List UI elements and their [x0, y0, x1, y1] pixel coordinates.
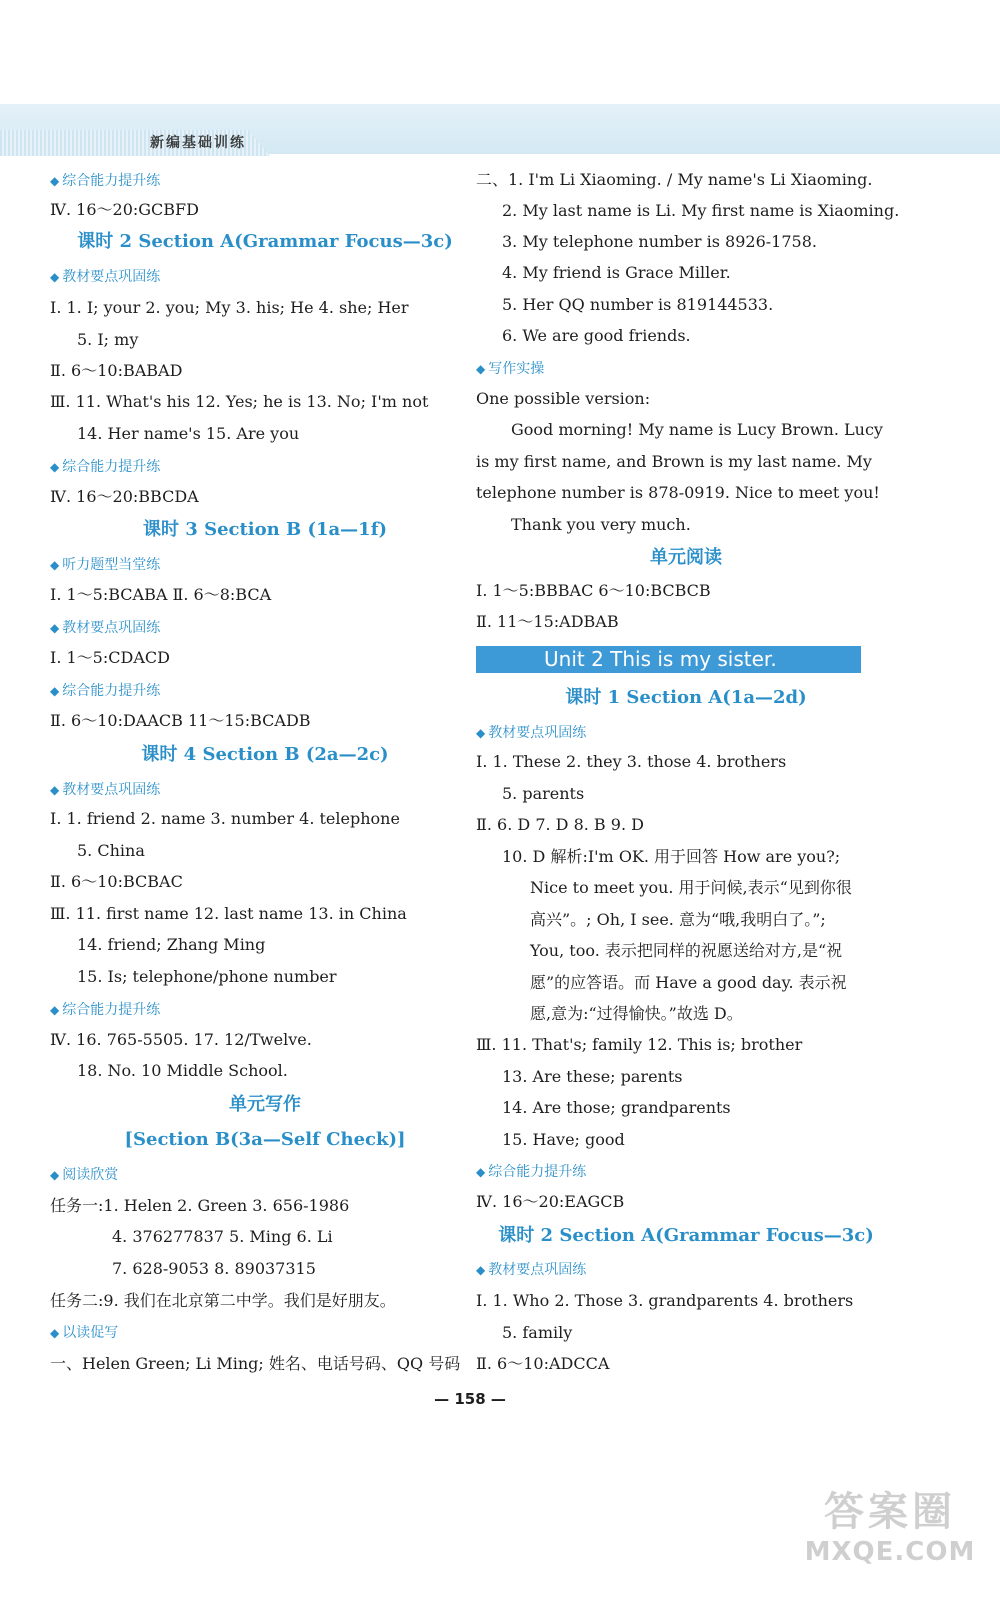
lesson-heading: 课时 3 Section B (1a—1f) — [143, 519, 387, 540]
section-label: ◆ 综合能力提升练 — [50, 173, 161, 189]
section-label: ◆ 写作实操 — [476, 361, 545, 377]
section-label: ◆ 教材要点巩固练 — [476, 1262, 587, 1278]
section-label: ◆ 综合能力提升练 — [50, 1002, 161, 1018]
lesson-heading: 课时 2 Section A(Grammar Focus—3c) — [77, 231, 453, 252]
answer-line: 3. My telephone number is 8926-1758. — [502, 232, 817, 251]
answer-line: Ⅰ. 1～5:CDACD — [50, 648, 170, 667]
explanation-line: 愿,意为:“过得愉快。”故选 D。 — [530, 1004, 743, 1023]
answer-line: Ⅰ. 1. Who 2. Those 3. grandparents 4. brothers — [476, 1291, 854, 1310]
answer-line: 14. Her name's 15. Are you — [77, 424, 300, 443]
answer-line: 4. My friend is Grace Miller. — [502, 263, 731, 282]
answer-line: 18. No. 10 Middle School. — [77, 1061, 288, 1080]
answer-line: 7. 628-9053 8. 89037315 — [112, 1259, 316, 1278]
diamond-icon: ◆ — [476, 1165, 486, 1179]
diamond-icon: ◆ — [476, 362, 486, 376]
answer-line: Ⅰ. 1. I; your 2. you; My 3. his; He 4. she; Her — [50, 298, 409, 317]
diamond-icon: ◆ — [50, 621, 60, 635]
answer-line: Ⅰ. 1. friend 2. name 3. number 4. telephone — [50, 809, 400, 828]
explanation-line: Nice to meet you. 用于问候,表示“见到你很 — [530, 878, 852, 897]
reading-heading: 单元阅读 — [650, 547, 722, 568]
answer-line: 13. Are these; parents — [502, 1067, 683, 1086]
section-label: ◆ 综合能力提升练 — [476, 1164, 587, 1180]
lesson-heading: 课时 2 Section A(Grammar Focus—3c) — [498, 1225, 874, 1246]
answer-line: Ⅱ. 6～10:BABAD — [50, 361, 183, 380]
answer-line: 2. My last name is Li. My first name is Xiaoming. — [502, 201, 900, 220]
section-label: ◆ 以读促写 — [50, 1325, 119, 1341]
essay-line: Good morning! My name is Lucy Brown. Lucy — [511, 420, 883, 439]
diamond-icon: ◆ — [50, 1168, 60, 1182]
answer-line: Ⅱ. 6～10:DAACB 11～15:BCADB — [50, 711, 311, 730]
answer-line: 5. parents — [502, 784, 585, 803]
essay-line: telephone number is 878-0919. Nice to meet you! — [476, 483, 880, 502]
section-label: ◆ 教材要点巩固练 — [50, 269, 161, 285]
lesson-heading: 课时 4 Section B (2a—2c) — [141, 744, 389, 765]
answer-line: 5. I; my — [77, 330, 139, 349]
section-label: ◆ 听力题型当堂练 — [50, 557, 161, 573]
answer-line: Ⅳ. 16. 765-5505. 17. 12/Twelve. — [50, 1030, 312, 1049]
answer-line: Ⅱ. 11～15:ADBAB — [476, 612, 619, 631]
diamond-icon: ◆ — [476, 1263, 486, 1277]
answer-line: 任务一:1. Helen 2. Green 3. 656-1986 — [50, 1196, 350, 1215]
answer-line: 15. Is; telephone/phone number — [77, 967, 337, 986]
diamond-icon: ◆ — [50, 1003, 60, 1017]
answer-line: 15. Have; good — [502, 1130, 625, 1149]
page-number: — 158 — — [434, 1390, 506, 1408]
essay-line: is my first name, and Brown is my last name. My — [476, 452, 872, 471]
diamond-icon: ◆ — [476, 726, 486, 740]
diamond-icon: ◆ — [50, 1326, 60, 1340]
explanation-line: 高兴”。; Oh, I see. 意为“哦,我明白了。”; — [530, 910, 826, 929]
answer-line: 任务二:9. 我们在北京第二中学。我们是好朋友。 — [50, 1291, 396, 1310]
answer-line: Ⅳ. 16～20:EAGCB — [476, 1192, 625, 1211]
answer-line: Ⅳ. 16～20:BBCDA — [50, 487, 199, 506]
answer-line: 5. Her QQ number is 819144533. — [502, 295, 774, 314]
diamond-icon: ◆ — [50, 174, 60, 188]
writing-subheading: [Section B(3a—Self Check)] — [124, 1129, 406, 1150]
answer-line: 5. family — [502, 1323, 573, 1342]
watermark-logo: 答案圈 MXQE.COM — [804, 1489, 976, 1567]
answer-line: Ⅲ. 11. What's his 12. Yes; he is 13. No; I'm not — [50, 392, 429, 411]
section-label: ◆ 教材要点巩固练 — [50, 620, 161, 636]
lesson-heading: 课时 1 Section A(1a—2d) — [565, 687, 807, 708]
explanation-line: You, too. 表示把同样的祝愿送给对方,是“祝 — [530, 941, 843, 960]
answer-line: 二、1. I'm Li Xiaoming. / My name's Li Xiaoming. — [476, 170, 873, 189]
answer-line: Ⅱ. 6～10:ADCCA — [476, 1354, 610, 1373]
diamond-icon: ◆ — [50, 783, 60, 797]
answer-line: 4. 376277837 5. Ming 6. Li — [112, 1227, 333, 1246]
answer-line: Ⅱ. 6～10:BCBAC — [50, 872, 183, 891]
section-label: ◆ 综合能力提升练 — [50, 459, 161, 475]
answer-line: Ⅳ. 16～20:GCBFD — [50, 200, 199, 219]
answer-line: 6. We are good friends. — [502, 326, 691, 345]
answer-line: 10. D 解析:I'm OK. 用于回答 How are you?; — [502, 847, 841, 866]
answer-line: Ⅲ. 11. That's; family 12. This is; brother — [476, 1035, 803, 1054]
answer-line: 一、Helen Green; Li Ming; 姓名、电话号码、QQ 号码 — [50, 1354, 461, 1373]
answer-line: Ⅰ. 1～5:BBBAC 6～10:BCBCB — [476, 581, 711, 600]
answer-line: One possible version: — [476, 389, 651, 408]
answer-line: Ⅰ. 1. These 2. they 3. those 4. brothers — [476, 752, 787, 771]
answer-line: 14. friend; Zhang Ming — [77, 935, 266, 954]
answer-line: Ⅱ. 6. D 7. D 8. B 9. D — [476, 815, 644, 834]
answer-line: Ⅰ. 1～5:BCABA Ⅱ. 6～8:BCA — [50, 585, 272, 604]
section-label: ◆ 教材要点巩固练 — [476, 725, 587, 741]
diamond-icon: ◆ — [50, 460, 60, 474]
answer-line: 5. China — [77, 841, 145, 860]
section-label: ◆ 综合能力提升练 — [50, 683, 161, 699]
unit-banner: Unit 2 This is my sister. — [476, 646, 861, 673]
writing-heading: 单元写作 — [229, 1094, 301, 1115]
diamond-icon: ◆ — [50, 270, 60, 284]
section-label: ◆ 教材要点巩固练 — [50, 782, 161, 798]
section-label: ◆ 阅读欣赏 — [50, 1167, 119, 1183]
answer-line: 14. Are those; grandparents — [502, 1098, 731, 1117]
essay-line: Thank you very much. — [511, 515, 691, 534]
diamond-icon: ◆ — [50, 684, 60, 698]
diamond-icon: ◆ — [50, 558, 60, 572]
header-title: 新编基础训练 — [150, 135, 246, 151]
answer-line: Ⅲ. 11. first name 12. last name 13. in China — [50, 904, 407, 923]
explanation-line: 愿”的应答语。而 Have a good day. 表示祝 — [530, 973, 847, 992]
